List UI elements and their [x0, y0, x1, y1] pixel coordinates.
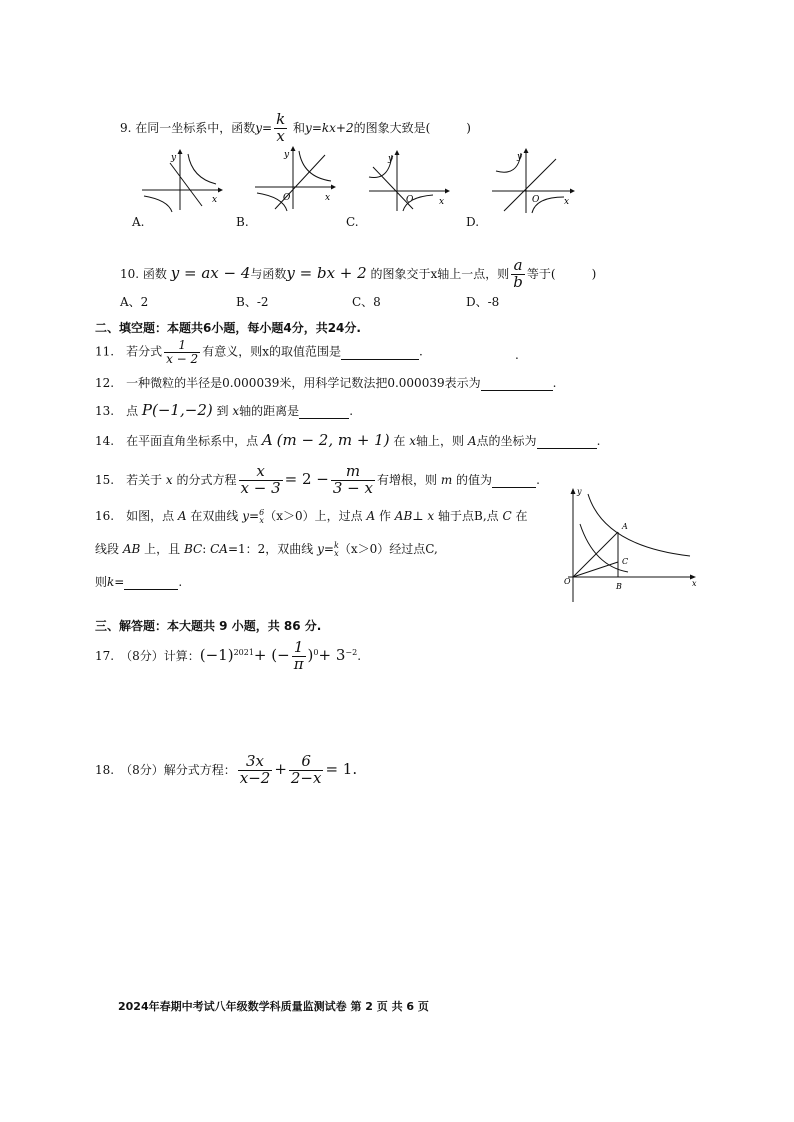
- q13: [95, 401, 353, 419]
- q17-plus-1: + (−: [253, 645, 290, 664]
- section-2-heading: 二、填空题：本题共6小题，每小题4分，共24分.: [95, 321, 361, 335]
- q18-f2-den: 2−x: [290, 768, 322, 787]
- q13-mid: 到: [216, 404, 229, 418]
- q9d-axis-x-label: x: [564, 197, 570, 207]
- q18-plus: +: [274, 759, 287, 778]
- q14-a2: A: [467, 434, 477, 448]
- q11: [95, 339, 423, 365]
- q15-x: x: [165, 472, 173, 487]
- q17-end: .: [357, 648, 362, 663]
- q9-stem: [120, 112, 471, 145]
- section-3-heading: 三、解答题：本大题共 9 小题，共 86 分.: [95, 619, 322, 633]
- q11-end: .: [418, 344, 423, 359]
- q16-l2-d: =1：2，双曲线: [227, 542, 314, 556]
- q17-exp-1: 2021: [233, 647, 254, 657]
- q15: [95, 464, 540, 497]
- q9-y2: y=kx+2: [305, 120, 354, 135]
- q14-coord: (m − 2, m + 1): [276, 431, 390, 449]
- q9-graph-b: [253, 143, 338, 213]
- q14-mid: 在: [393, 434, 406, 448]
- q18-fraction-2: [289, 754, 324, 787]
- q16-a: A: [177, 509, 187, 523]
- q16-l2-a: 线段: [95, 542, 120, 556]
- q16-ab2: AB: [122, 542, 141, 556]
- q11-answer-blank[interactable]: [341, 345, 419, 360]
- q9-middle: 和: [293, 120, 306, 135]
- q13-point: P(−1,−2): [141, 401, 213, 419]
- q10-option-c: C、8: [352, 295, 381, 309]
- q16-l1-b: 在双曲线: [190, 509, 239, 523]
- q9-suffix: 的图象大致是( ): [353, 120, 471, 135]
- q16-fig-label-o: O: [564, 577, 571, 586]
- q9-frac-num: k: [276, 110, 286, 128]
- q11-suffix: 有意义，则x的取值范围是: [202, 344, 341, 359]
- q9a-axis-x-label: x: [212, 195, 218, 205]
- q17-exp-3: −2: [345, 647, 358, 657]
- q11-prefix: 11. 若分式: [95, 344, 163, 359]
- q9b-axis-y-label: y: [284, 150, 290, 160]
- q16-l3-b: =: [114, 575, 125, 589]
- q13-answer-blank[interactable]: [299, 404, 349, 419]
- q16-c: C: [502, 509, 512, 523]
- q17-prefix: 17. （8分）计算：: [95, 648, 200, 663]
- q9-option-b: B.: [236, 215, 249, 229]
- q9c-axis-x-label: x: [439, 197, 445, 207]
- q14-answer-blank[interactable]: [537, 434, 597, 449]
- q9-graph-d: [490, 145, 580, 215]
- q17-exp-2: 0: [313, 647, 319, 657]
- q9d-axis-y-label: y: [517, 152, 523, 162]
- q15-end: .: [536, 472, 540, 487]
- q15-suffix: 的值为: [456, 472, 493, 487]
- q13-end: .: [349, 404, 354, 418]
- q14-point-a: A: [261, 431, 273, 449]
- q16-y1: y=: [242, 509, 260, 523]
- q15-mid: 的分式方程: [176, 472, 237, 487]
- q16-k2: k: [107, 575, 115, 589]
- q9-option-c: C.: [346, 215, 359, 229]
- q16-cond-1: （x＞0）上，过点: [264, 509, 363, 523]
- q10-frac-num: a: [511, 258, 525, 275]
- q10-function-1: y = ax − 4: [170, 263, 251, 282]
- q16-l1-a: 16. 如图，点: [95, 509, 175, 523]
- q16-fig-label-x: x: [692, 579, 697, 588]
- q9-graph-c: [367, 147, 452, 213]
- q16-fig-label-a: A: [622, 522, 628, 531]
- q14-mid-2: 轴上，则: [416, 434, 465, 448]
- q16-bc: BC: [184, 542, 203, 556]
- q9b-axis-x-label: x: [325, 193, 331, 203]
- q18: [95, 754, 357, 787]
- q11-frac-den: x − 2: [166, 351, 199, 366]
- q17-fraction: [292, 640, 306, 673]
- q16-a2: A: [366, 509, 376, 523]
- q15-m: m: [440, 472, 453, 487]
- q10-mid-2: 的图象交于x轴上一点，则: [370, 266, 510, 281]
- q14: [95, 431, 600, 449]
- q12-text: 12. 一种微粒的半径是0.000039米，用科学记数法把0.000039表示为: [95, 376, 481, 390]
- q9d-origin-label: O: [532, 195, 540, 205]
- q16-line-2: [95, 540, 438, 558]
- q16-l1-c: 作: [378, 509, 391, 523]
- q9a-axis-y-label: y: [171, 153, 177, 163]
- q10-function-2: y = bx + 2: [286, 263, 367, 282]
- q18-prefix: 18. （8分）解分式方程：: [95, 762, 236, 777]
- q15-f2-den: 3 − x: [332, 478, 373, 497]
- q15-fraction-1: [239, 464, 283, 497]
- q9b-origin-label: O: [283, 193, 291, 203]
- q14-suffix: 点的坐标为: [476, 434, 537, 448]
- q18-fraction-1: [238, 754, 273, 787]
- q10-prefix: 10. 函数: [120, 266, 167, 281]
- q17: [95, 640, 361, 673]
- q13-prefix: 13. 点: [95, 404, 139, 418]
- q16-ca: CA: [210, 542, 228, 556]
- q16-figure: [560, 480, 705, 605]
- q9-prefix: 9. 在同一坐标系中，函数: [120, 120, 256, 135]
- q9-option-a: A.: [132, 215, 145, 229]
- q17-frac-den: π: [293, 654, 304, 673]
- q17-plus-2: + 3: [318, 645, 346, 664]
- q14-prefix: 14. 在平面直角坐标系中，点: [95, 434, 259, 448]
- q16-k6-den: x: [259, 515, 264, 525]
- q18-f1-num: 3x: [238, 754, 273, 771]
- q15-fraction-2: [331, 464, 375, 497]
- q16-fig-label-y: y: [577, 487, 582, 496]
- q16-fig-label-b: B: [616, 582, 622, 591]
- q9-option-d: D.: [466, 215, 480, 229]
- q17-frac-num: 1: [292, 640, 306, 657]
- q16-l2-e: （x＞0）经过点C,: [338, 542, 438, 556]
- q16-l1-e: 轴于点B,点: [438, 509, 499, 523]
- q16-end: .: [178, 575, 183, 589]
- q10-suffix: 等于( ): [526, 266, 597, 281]
- q15-answer-blank[interactable]: [492, 473, 536, 488]
- q16-fig-label-c: C: [622, 557, 629, 566]
- q16-k-num: k: [333, 540, 339, 550]
- q9-frac-den: x: [276, 126, 285, 145]
- q10-stem: [120, 258, 596, 291]
- q12-end: .: [552, 376, 557, 390]
- q15-f2-num: m: [331, 464, 375, 481]
- q16-l2-c: :: [202, 542, 207, 556]
- q9-fraction: [274, 112, 287, 145]
- q16-answer-blank[interactable]: [124, 575, 178, 590]
- q10-option-d: D、-8: [466, 295, 500, 309]
- q16-ab: AB: [394, 509, 413, 523]
- q9-y1: y=: [255, 120, 273, 135]
- q10-mid-1: 与函数: [250, 266, 287, 281]
- q18-eq: = 1.: [325, 759, 358, 778]
- q12-answer-blank[interactable]: [481, 376, 553, 391]
- q17-term-1: (−1): [199, 645, 234, 664]
- q15-eq: = 2 −: [284, 469, 329, 488]
- q12: [95, 374, 556, 391]
- q9c-axis-y-label: y: [388, 154, 394, 164]
- q16-l1-d: ⊥: [412, 509, 424, 523]
- q9-graph-a: [140, 148, 225, 213]
- q17-close-paren: ): [307, 645, 314, 664]
- q16-line-1: [95, 507, 528, 525]
- q15-prefix: 15. 若关于: [95, 472, 163, 487]
- q10-fraction: [511, 258, 525, 291]
- q16-x-axis: x: [427, 509, 435, 523]
- q11-fraction: [164, 339, 200, 365]
- q13-x: x: [232, 404, 240, 418]
- q15-f1-num: x: [239, 464, 283, 481]
- q13-suffix: 轴的距离是: [239, 404, 300, 418]
- q16-l1-f: 在: [515, 509, 528, 523]
- q15-mid-2: 有增根，则: [376, 472, 437, 487]
- q16-l2-b: 上，且: [144, 542, 181, 556]
- q11-trailing-dot: .: [515, 348, 519, 362]
- page-footer: 2024年春期中考试八年级数学科质量监测试卷 第 2 页 共 6 页: [118, 1000, 429, 1013]
- q18-f2-num: 6: [289, 754, 324, 771]
- q10-option-a: A、2: [120, 295, 149, 309]
- q15-f1-den: x − 3: [240, 478, 281, 497]
- q16-l3-a: 则: [95, 575, 108, 589]
- q16-k-den: x: [334, 548, 339, 558]
- q9c-origin-label: O: [406, 195, 414, 205]
- q10-frac-den: b: [513, 272, 523, 291]
- q16-y2: y=: [317, 542, 334, 556]
- q14-end: .: [596, 434, 601, 448]
- q16-line-3: [95, 573, 182, 590]
- q11-frac-num: 1: [164, 339, 200, 353]
- q14-x: x: [409, 434, 417, 448]
- q18-f1-den: x−2: [239, 768, 271, 787]
- q16-k6-num: 6: [259, 507, 265, 517]
- q10-option-b: B、-2: [236, 295, 269, 309]
